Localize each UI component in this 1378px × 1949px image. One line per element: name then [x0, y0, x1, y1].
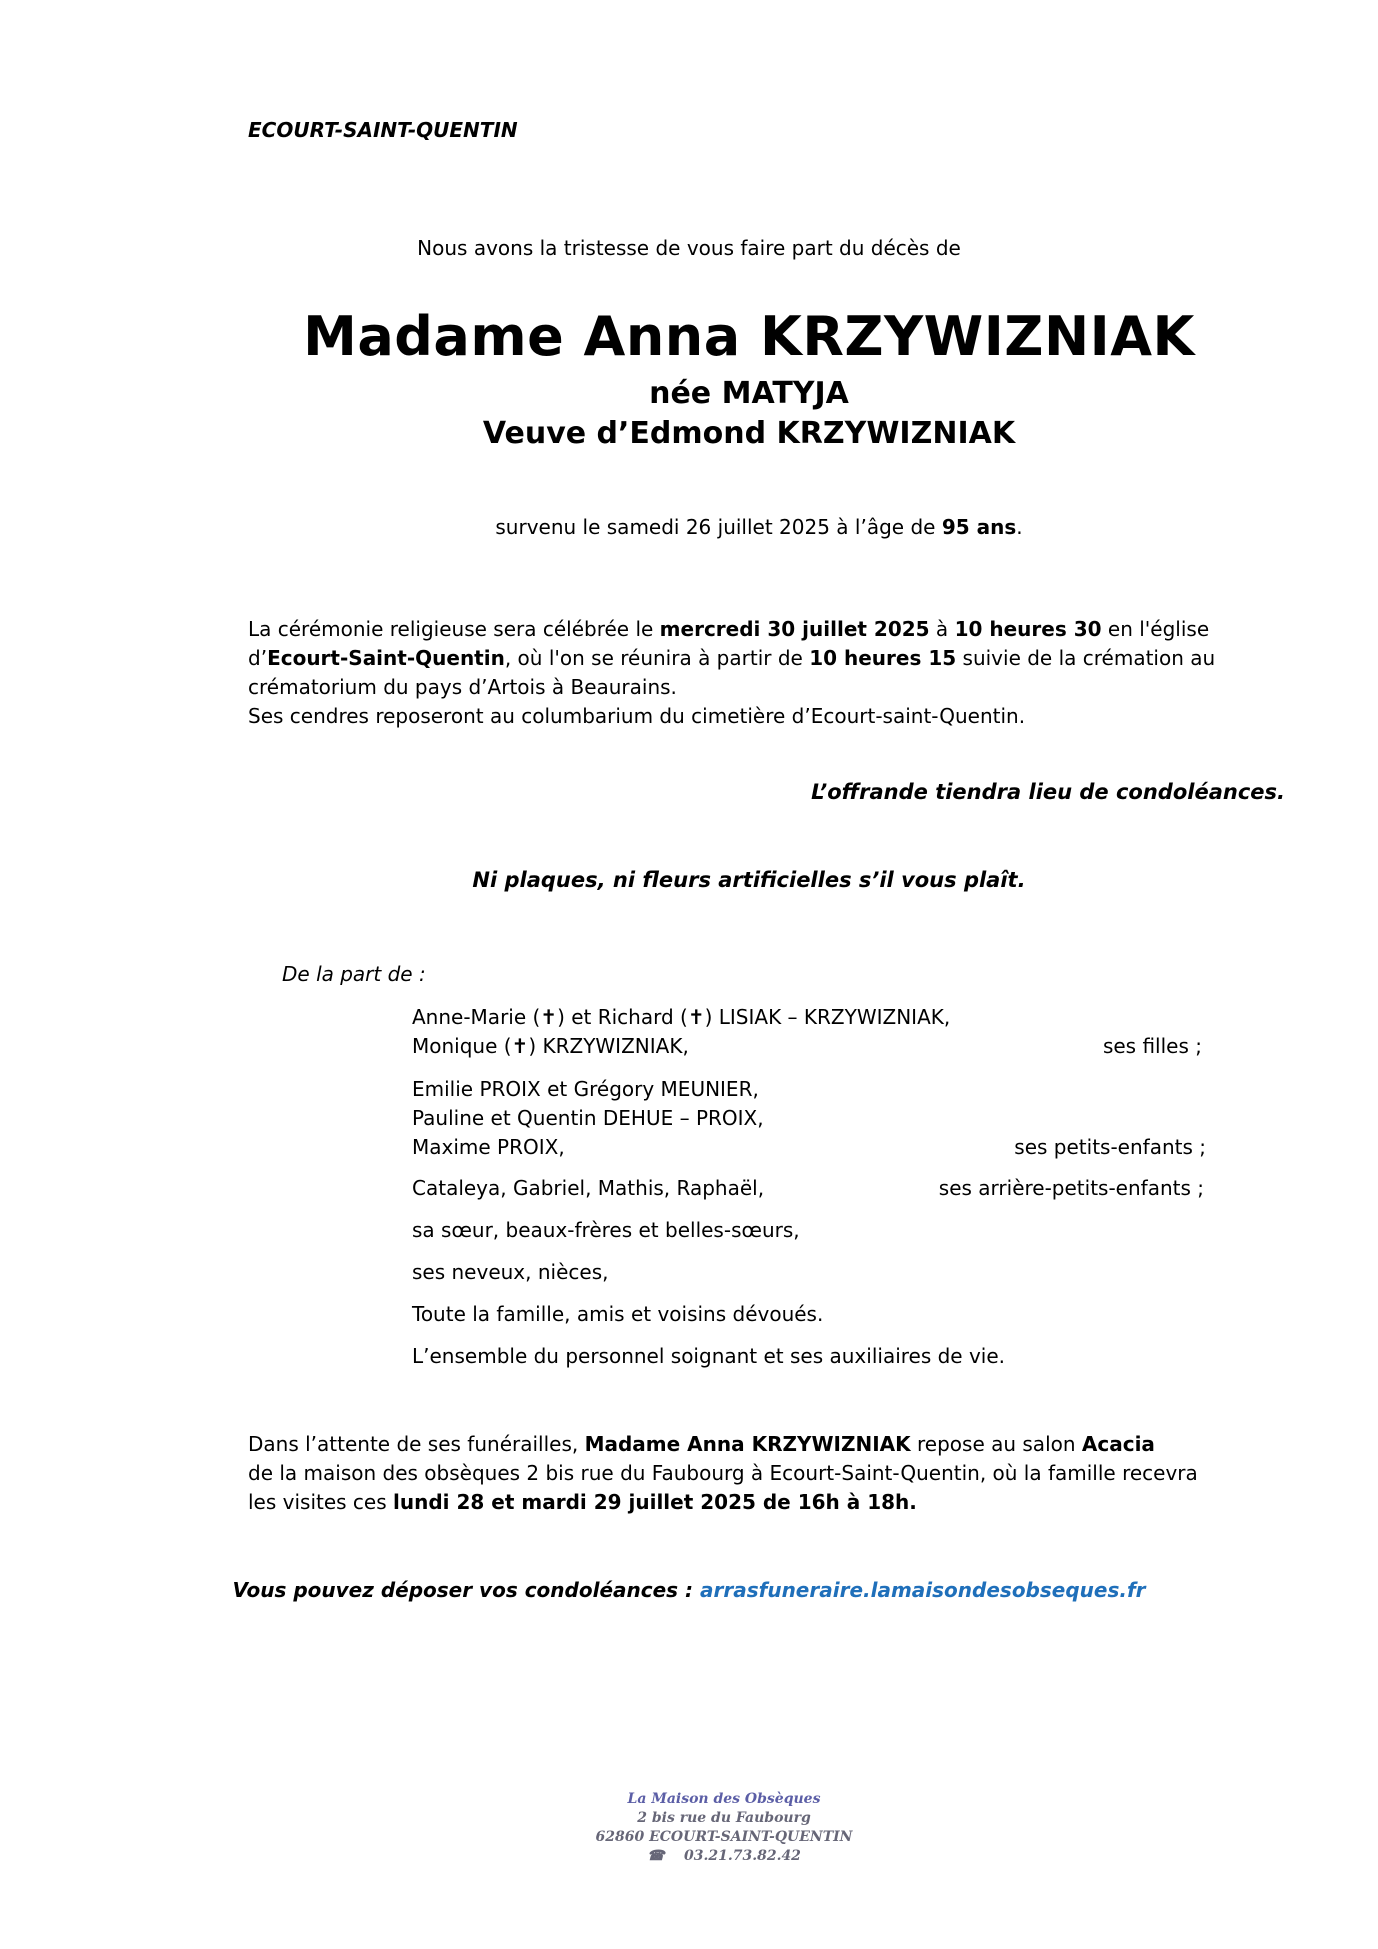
- waiting-text-2: repose au salon: [910, 1432, 1082, 1456]
- ceremony-paragraph: [248, 615, 1288, 731]
- footer-phone: 03.21.73.82.42: [684, 1848, 801, 1864]
- ceremony-date: mercredi 30 juillet 2025: [659, 617, 930, 641]
- waiting-text-1: Dans l’attente de ses funérailles,: [248, 1432, 585, 1456]
- maiden-name: née MATYJA: [649, 376, 849, 411]
- offering-notice: L’offrande tiendra lieu de condoléances.: [811, 780, 1285, 804]
- waiting-text-4: les visites ces: [248, 1490, 394, 1514]
- death-date-end: .: [1016, 515, 1023, 539]
- family-daughters-1: Anne-Marie (✝) et Richard (✝) LISIAK – KRZYWIZNIAK,: [412, 1005, 951, 1029]
- ashes-text: Ses cendres reposeront au columbarium du cimetière d’Ecourt-saint-Quentin.: [248, 704, 1026, 728]
- relation-great-grandchildren: ses arrière-petits-enfants ;: [938, 1176, 1204, 1200]
- ceremony-text-3: en l'église d’: [248, 617, 1210, 670]
- family-grandchildren-2: Pauline et Quentin DEHUE – PROIX,: [412, 1106, 764, 1130]
- waiting-name: Madame Anna KRZYWIZNIAK: [584, 1432, 911, 1456]
- widow-of: Veuve d’Edmond KRZYWIZNIAK: [482, 416, 1016, 451]
- waiting-salon: Acacia: [1081, 1432, 1155, 1456]
- family-grandchildren-1: Emilie PROIX et Grégory MEUNIER,: [412, 1077, 759, 1101]
- footer-city: 62860 ECOURT-SAINT-QUENTIN: [595, 1829, 853, 1845]
- family-daughters-2: Monique (✝) KRZYWIZNIAK,: [412, 1034, 689, 1058]
- waiting-visits: lundi 28 et mardi 29 juillet 2025 de 16h à 18h.: [393, 1490, 917, 1514]
- condolences-label: Vous pouvez déposer vos condoléances :: [232, 1578, 700, 1602]
- footer-address: 2 bis rue du Faubourg: [637, 1810, 811, 1826]
- from-label: De la part de :: [282, 962, 426, 986]
- family-nephews: ses neveux, nièces,: [412, 1260, 609, 1284]
- intro-text: Nous avons la tristesse de vous faire part du décès de: [417, 236, 961, 260]
- condolences-line: [0, 1578, 1378, 1602]
- family-staff: L’ensemble du personnel soignant et ses auxiliaires de vie.: [412, 1344, 1006, 1368]
- age: 95 ans: [941, 515, 1017, 539]
- ceremony-meet-time: 10 heures 15: [809, 646, 957, 670]
- ceremony-text-5: suivie de la crémation au crématorium du pays d’Artois à Beaurains.: [248, 646, 1216, 699]
- family-grandchildren-3: Maxime PROIX,: [412, 1135, 565, 1159]
- waiting-paragraph: [248, 1430, 1288, 1517]
- deceased-name: Madame Anna KRZYWIZNIAK: [303, 305, 1195, 368]
- death-date-line: [0, 515, 1378, 539]
- footer-company: La Maison des Obsèques: [627, 1791, 821, 1807]
- ceremony-text-1: La cérémonie religieuse sera célébrée le: [248, 617, 660, 641]
- phone-icon: ☎: [647, 1848, 665, 1864]
- relation-grandchildren: ses petits-enfants ;: [1014, 1135, 1206, 1159]
- family-sister: sa sœur, beaux-frères et belles-sœurs,: [412, 1218, 800, 1242]
- family-all: Toute la famille, amis et voisins dévoués.: [412, 1302, 824, 1326]
- ceremony-church: Ecourt-Saint-Quentin: [267, 646, 505, 670]
- ceremony-time: 10 heures 30: [954, 617, 1102, 641]
- family-great-grandchildren: Cataleya, Gabriel, Mathis, Raphaël,: [412, 1176, 765, 1200]
- relation-daughters: ses filles ;: [1102, 1034, 1202, 1058]
- ceremony-text-4: , où l'on se réunira à partir de: [504, 646, 810, 670]
- footer-phone-line: [0, 1847, 1378, 1866]
- waiting-text-3: de la maison des obsèques 2 bis rue du Faubourg à Ecourt-Saint-Quentin, où la famille recevra: [248, 1461, 1198, 1485]
- funeral-home-footer: [0, 1790, 1378, 1866]
- condolences-link[interactable]: arrasfuneraire.lamaisondesobseques.fr: [700, 1578, 1146, 1602]
- death-date-text: survenu le samedi 26 juillet 2025 à l’âge de: [495, 515, 942, 539]
- ceremony-text-2: à: [929, 617, 955, 641]
- no-plaques-notice: Ni plaques, ni fleurs artificielles s’il vous plaît.: [472, 868, 1026, 892]
- town-heading: ECOURT-SAINT-QUENTIN: [248, 118, 518, 142]
